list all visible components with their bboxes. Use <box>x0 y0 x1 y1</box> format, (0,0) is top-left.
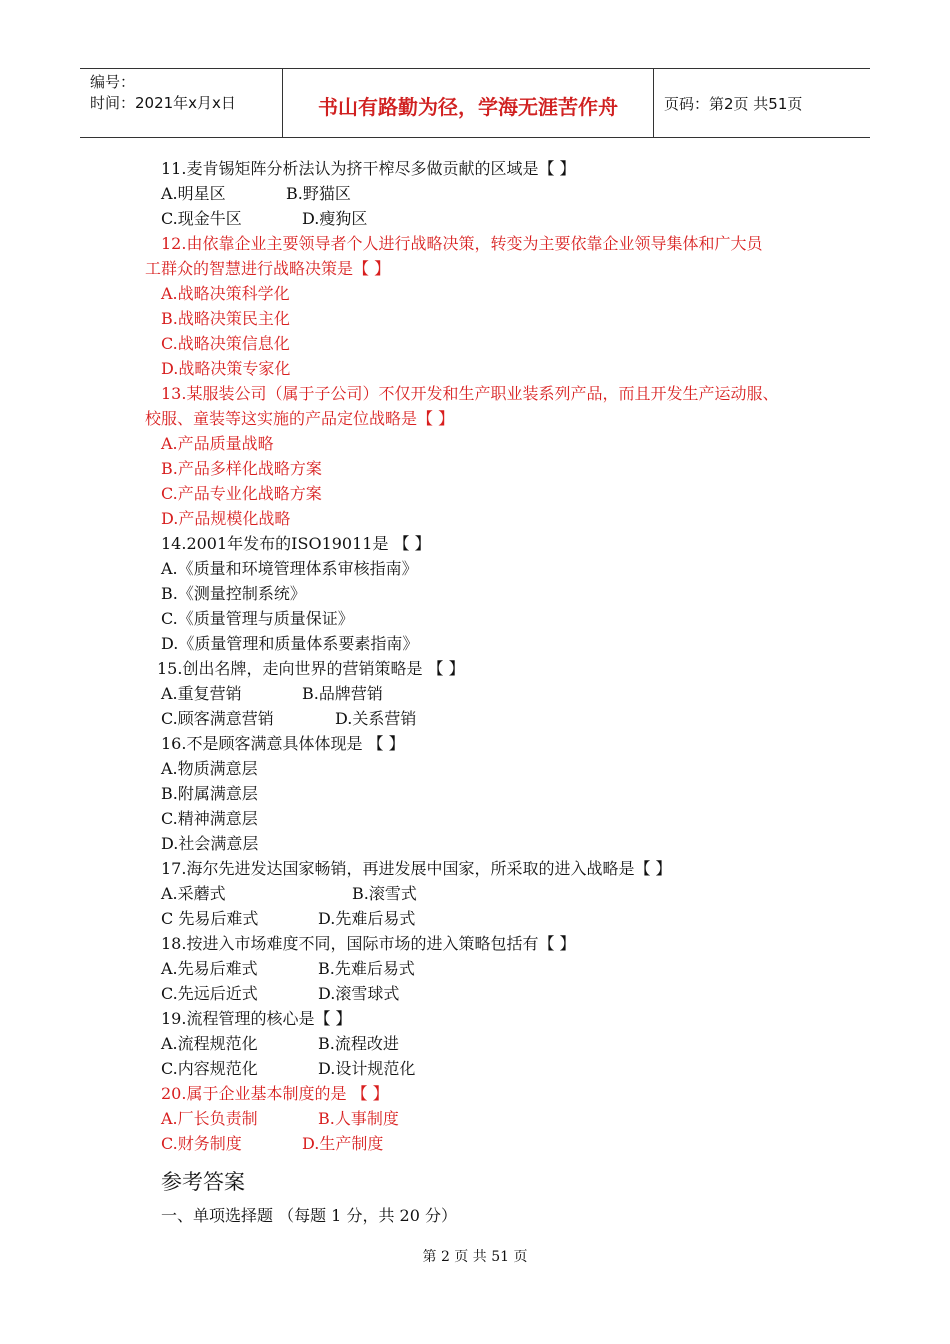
q11-option-c: C.现金牛区 <box>161 209 242 228</box>
q11-option-b: B.野猫区 <box>286 184 351 203</box>
q17-option-a: A.采蘑式 <box>161 884 226 903</box>
q14-option-c: C.《质量管理与质量保证》 <box>161 609 354 628</box>
q11-option-d: D.瘦狗区 <box>302 209 368 228</box>
q19-option-d: D.设计规范化 <box>318 1059 416 1078</box>
q20-option-b: B.人事制度 <box>318 1109 399 1128</box>
question-17-stem: 17.海尔先进发达国家畅销，再进发展中国家，所采取的进入战略是【 】 <box>161 859 672 878</box>
question-13-stem-line1: 13.某服装公司（属于子公司）不仅开发和生产职业装系列产品，而且开发生产运动服、 <box>161 384 779 403</box>
q19-option-c: C.内容规范化 <box>161 1059 258 1078</box>
question-18-stem: 18.按进入市场难度不同，国际市场的进入策略包括有【 】 <box>161 934 576 953</box>
q18-option-a: A.先易后难式 <box>161 959 258 978</box>
q20-option-c: C.财务制度 <box>161 1134 242 1153</box>
q16-option-b: B.附属满意层 <box>161 784 258 803</box>
q15-option-a: A.重复营销 <box>161 684 242 703</box>
question-15-stem: 15.创出名牌，走向世界的营销策略是 【 】 <box>157 659 465 678</box>
header-page-info: 页码：第2页 共51页 <box>664 95 803 113</box>
q17-option-b: B.滚雪式 <box>352 884 417 903</box>
question-16-stem: 16.不是顾客满意具体体现是 【 】 <box>161 734 405 753</box>
number-label: 编号： <box>90 73 136 91</box>
question-12-stem-line2: 工群众的智慧进行战略决策是【 】 <box>145 259 391 278</box>
q13-option-a: A.产品质量战略 <box>161 434 274 453</box>
q12-option-b: B.战略决策民主化 <box>161 309 290 328</box>
q12-option-c: C.战略决策信息化 <box>161 334 290 353</box>
answers-section-heading: 一、单项选择题 （每题 1 分，共 20 分） <box>161 1206 457 1225</box>
q15-option-d: D.关系营销 <box>335 709 417 728</box>
q19-option-a: A.流程规范化 <box>161 1034 258 1053</box>
q16-option-d: D.社会满意层 <box>161 834 259 853</box>
q13-option-d: D.产品规模化战略 <box>161 509 291 528</box>
q20-option-a: A.厂长负责制 <box>161 1109 258 1128</box>
q14-option-b: B.《测量控制系统》 <box>161 584 306 603</box>
q18-option-c: C.先远后近式 <box>161 984 258 1003</box>
q17-option-c: C 先易后难式 <box>161 909 259 928</box>
page-header <box>80 68 870 138</box>
question-11-stem: 11.麦肯锡矩阵分析法认为挤干榨尽多做贡献的区域是【 】 <box>161 159 576 178</box>
q17-option-d: D.先难后易式 <box>318 909 416 928</box>
page-footer: 第 2 页 共 51 页 <box>422 1249 528 1265</box>
q16-option-a: A.物质满意层 <box>161 759 258 778</box>
q11-option-a: A.明星区 <box>161 184 226 203</box>
question-13-stem-line2: 校服、童装等这实施的产品定位战略是【 】 <box>145 409 455 428</box>
q20-option-d: D.生产制度 <box>302 1134 384 1153</box>
header-slogan: 书山有路勤为径，学海无涯苦作舟 <box>282 69 654 137</box>
q16-option-c: C.精神满意层 <box>161 809 258 828</box>
q18-option-d: D.滚雪球式 <box>318 984 400 1003</box>
q13-option-c: C.产品专业化战略方案 <box>161 484 322 503</box>
q12-option-d: D.战略决策专家化 <box>161 359 291 378</box>
q15-option-b: B.品牌营销 <box>302 684 383 703</box>
q13-option-b: B.产品多样化战略方案 <box>161 459 322 478</box>
time-label: 时间：2021年x月x日 <box>90 94 236 112</box>
question-12-stem-line1: 12.由依靠企业主要领导者个人进行战略决策，转变为主要依靠企业领导集体和广大员 <box>161 234 763 253</box>
q12-option-a: A.战略决策科学化 <box>161 284 290 303</box>
question-19-stem: 19.流程管理的核心是【 】 <box>161 1009 352 1028</box>
q19-option-b: B.流程改进 <box>318 1034 399 1053</box>
answers-title: 参考答案 <box>161 1170 245 1194</box>
q14-option-d: D.《质量管理和质量体系要素指南》 <box>161 634 419 653</box>
header-meta <box>80 69 282 137</box>
q18-option-b: B.先难后易式 <box>318 959 415 978</box>
question-20-stem: 20.属于企业基本制度的是 【 】 <box>161 1084 389 1103</box>
question-14-stem: 14.2001年发布的ISO19011是 【 】 <box>161 534 431 553</box>
q15-option-c: C.顾客满意营销 <box>161 709 274 728</box>
q14-option-a: A.《质量和环境管理体系审核指南》 <box>161 559 418 578</box>
